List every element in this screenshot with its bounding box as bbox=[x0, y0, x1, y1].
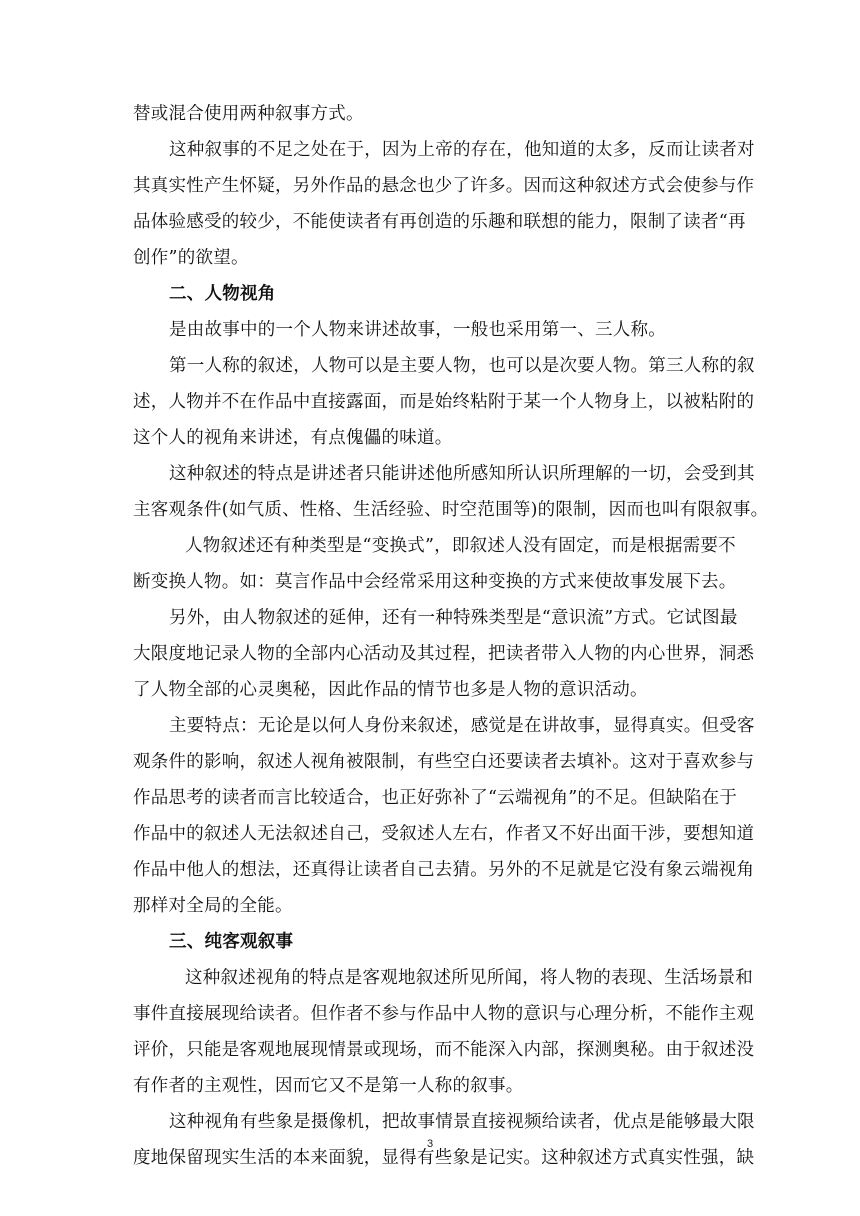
text-line: 事件直接展现给读者。但作者不参与作品中人物的意识与心理分析，不能作主观 bbox=[133, 1004, 755, 1024]
text-line: 是由故事中的一个人物来讲述故事，一般也采用第一、三人称。 bbox=[169, 320, 666, 340]
text-line: 观条件的影响，叙述人视角被限制，有些空白还要读者去填补。这对于喜欢参与 bbox=[133, 752, 755, 772]
text-line: 主客观条件(如气质、性格、生活经验、时空范围等)的限制，因而也叫有限叙事。 bbox=[133, 500, 769, 520]
text-line: 作品中他人的想法，还真得让读者自己去猜。另外的不足就是它没有象云端视角 bbox=[133, 860, 755, 880]
page-number: 3 bbox=[426, 1138, 434, 1150]
text-line: 品体验感受的较少，不能使读者有再创造的乐趣和联想的能力，限制了读者“再 bbox=[133, 212, 746, 232]
text-line: 这种叙述视角的特点是客观地叙述所见所闻，将人物的表现、生活场景和 bbox=[185, 968, 753, 988]
text-line: 断变换人物。如：莫言作品中会经常采用这种变换的方式来使故事发展下去。 bbox=[133, 572, 737, 592]
text-line: 替或混合使用两种叙事方式。 bbox=[133, 104, 364, 124]
text-line: 度地保留现实生活的本来面貌，显得有些象是记实。这种叙述方式真实性强，缺 bbox=[133, 1148, 755, 1168]
text-line: 评价，只能是客观地展现情景或现场，而不能深入内部，探测奥秘。由于叙述没 bbox=[133, 1040, 755, 1060]
text-line: 这种视角有些象是摄像机，把故事情景直接视频给读者，优点是能够最大限 bbox=[169, 1112, 755, 1132]
text-line: 了人物全部的心灵奥秘，因此作品的情节也多是人物的意识活动。 bbox=[133, 680, 648, 700]
text-line: 创作”的欲望。 bbox=[133, 248, 249, 268]
text-line: 主要特点：无论是以何人身份来叙述，感觉是在讲故事，显得真实。但受客 bbox=[169, 716, 755, 736]
text-line: 大限度地记录人物的全部内心活动及其过程，把读者带入人物的内心世界，洞悉 bbox=[133, 644, 755, 664]
text-line: 这种叙事的不足之处在于，因为上帝的存在，他知道的太多，反而让读者对 bbox=[169, 140, 755, 160]
text-line: 作品思考的读者而言比较适合，也正好弥补了“云端视角”的不足。但缺陷在于 bbox=[133, 788, 738, 808]
text-line: 这种叙述的特点是讲述者只能讲述他所感知所认识所理解的一切，会受到其 bbox=[169, 464, 755, 484]
text-line: 述，人物并不在作品中直接露面，而是始终粘附于某一个人物身上，以被粘附的 bbox=[133, 392, 755, 412]
section-heading: 二、人物视角 bbox=[169, 284, 276, 304]
text-line: 人物叙述还有种类型是“变换式”，即叙述人没有固定，而是根据需要不 bbox=[185, 536, 736, 556]
text-line: 第一人称的叙述，人物可以是主要人物，也可以是次要人物。第三人称的叙 bbox=[169, 356, 755, 376]
text-line: 作品中的叙述人无法叙述自己，受叙述人左右，作者又不好出面干涉，要想知道 bbox=[133, 824, 755, 844]
document-body bbox=[133, 96, 769, 1176]
section-heading: 三、纯客观叙事 bbox=[169, 932, 294, 952]
text-line: 另外，由人物叙述的延伸，还有一种特殊类型是“意识流”方式。它试图最 bbox=[169, 608, 738, 628]
text-line: 有作者的主观性，因而它又不是第一人称的叙事。 bbox=[133, 1076, 524, 1096]
text-line: 这个人的视角来讲述，有点傀儡的味道。 bbox=[133, 428, 453, 448]
text-line: 其真实性产生怀疑，另外作品的悬念也少了许多。因而这种叙述方式会使参与作 bbox=[133, 176, 755, 196]
text-line: 那样对全局的全能。 bbox=[133, 896, 293, 916]
